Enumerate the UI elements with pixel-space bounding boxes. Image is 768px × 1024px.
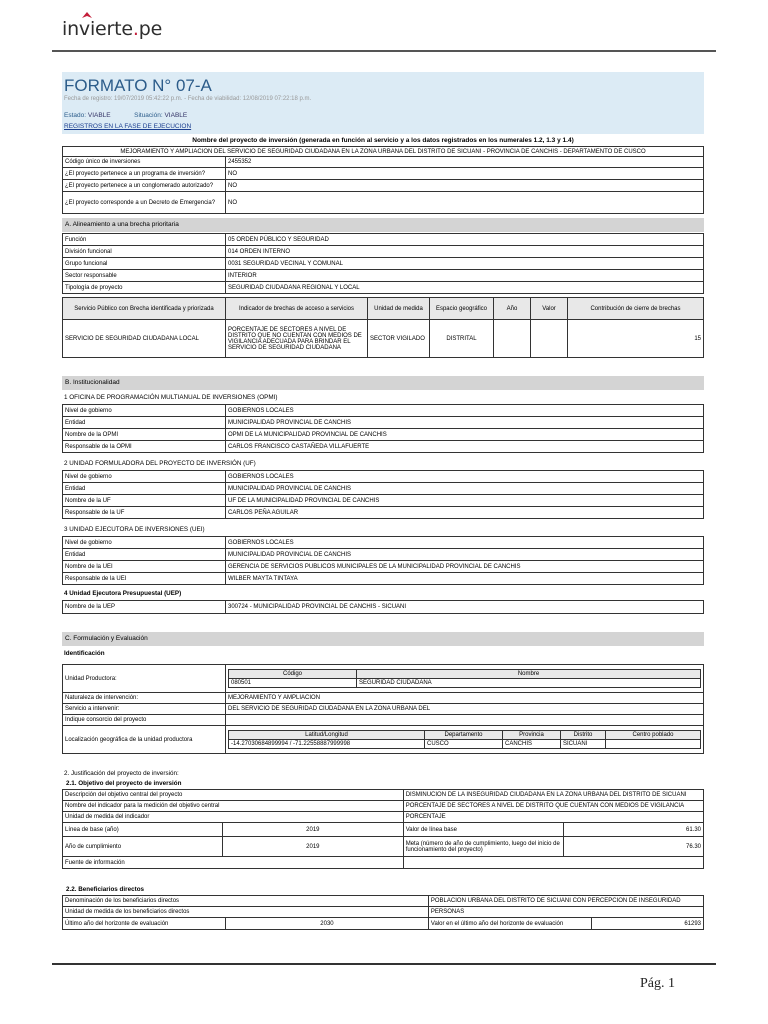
estado-label: Estado:	[64, 112, 87, 119]
goal-year: 2019	[223, 837, 404, 857]
loc-header-district: Distrito	[561, 731, 606, 740]
opmi-name-value: OPMI DE LA MUNICIPALIDAD PROVINCIAL DE CANCHIS	[226, 429, 704, 441]
beneficiary-unit-value: PERSONAS	[428, 907, 703, 918]
horizon-year: 2030	[226, 918, 429, 930]
uei-table	[62, 536, 704, 585]
up-code: 080501	[229, 679, 357, 688]
cui-label: Código único de inversiones	[63, 157, 226, 168]
location-cell	[226, 726, 704, 754]
loc-prov: CANCHIS	[503, 740, 561, 749]
justification-title: 2. Justificación del proyecto de inversión:	[64, 770, 179, 777]
service-value: DEL SERVICIO DE SEGURIDAD CIUDADANA EN LA ZONA URBANA DEL	[226, 704, 704, 715]
project-table	[62, 146, 704, 214]
gap-header-service: Servicio Público con Brecha identificada y priorizada	[63, 298, 226, 320]
gap-service: SERVICIO DE SEGURIDAD CIUDADANA LOCAL	[63, 320, 226, 358]
gap-table	[62, 297, 704, 358]
source-value	[403, 857, 703, 869]
tipologia-value: SEGURIDAD CIUDADANA REGIONAL Y LOCAL	[226, 282, 704, 294]
uei-title: 3 UNIDAD EJECUTORA DE INVERSIONES (UEI)	[64, 526, 205, 533]
beneficiary-unit-label: Unidad de medida de los beneficiarios directos	[63, 907, 429, 918]
cui-value: 2455352	[226, 157, 704, 168]
estado-value: VIABLE	[87, 112, 111, 119]
gap-space: DISTRITAL	[430, 320, 494, 358]
uei-name-value: GERENCIA DE SERVICIOS PUBLICOS MUNICIPALES DE LA MUNICIPALIDAD PROVINCIAL DE CANCHIS	[226, 561, 704, 573]
identification-title: Identificación	[64, 650, 105, 657]
conglomerate-label: ¿El proyecto pertenece a un conglomerado autorizado?	[63, 180, 226, 192]
conglomerate-value: NO	[226, 180, 704, 192]
gap-value	[531, 320, 568, 358]
goal-label: Año de cumplimiento	[63, 837, 223, 857]
grupo-label: Grupo funcional	[63, 258, 226, 270]
section-b-bar: B. Institucionalidad	[62, 376, 704, 390]
beneficiary-name-value: POBLACION URBANA DEL DISTRITO DE SICUANI CON PERCEPCION DE INSEGURIDAD	[428, 896, 703, 907]
division-label: División funcional	[63, 246, 226, 258]
uep-name-label: Nombre de la UEP	[63, 601, 226, 614]
up-header-code: Código	[229, 670, 357, 679]
uf-level-value: GOBIERNOS LOCALES	[226, 471, 704, 483]
beneficiary-name-label: Denominación de los beneficiarios directos	[63, 896, 429, 907]
up-name: SEGURIDAD CIUDADANA	[357, 679, 701, 688]
up-cell	[226, 665, 704, 693]
baseline-year: 2019	[223, 823, 404, 837]
situacion-value: VIABLE	[164, 112, 188, 119]
opmi-table	[62, 404, 704, 453]
logo-dot: .	[132, 18, 139, 40]
page-title: FORMATO N° 07-A	[64, 76, 212, 95]
loc-header-town: Centro poblado	[606, 731, 701, 740]
logo-tld: pe	[138, 18, 163, 40]
goal-value: 76.30	[563, 837, 703, 857]
indicator-unit-value: PORCENTAJE	[403, 812, 703, 823]
horizon-year-label: Último año del horizonte de evaluación	[63, 918, 226, 930]
loc-header-dept: Departamento	[425, 731, 503, 740]
loc-latlon: -14.27030684899994 / -71.22558887999998	[229, 740, 425, 749]
uei-level-label: Nivel de gobierno	[63, 537, 226, 549]
loc-town	[606, 740, 701, 749]
gap-header-space: Espacio geográfico	[430, 298, 494, 320]
indicator-name-value: PORCENTAJE DE SECTORES A NIVEL DE DISTRITO QUE CUENTAN CON MEDIOS DE VIGILANCIA	[403, 801, 703, 812]
bottom-divider	[52, 963, 716, 965]
loc-district: SICUANI	[561, 740, 606, 749]
section-a-bar: A. Alineamiento a una brecha prioritaria	[62, 218, 704, 232]
indicator-name-label: Nombre del indicador para la medición del objetivo central	[63, 801, 404, 812]
funcion-value: 05 ORDEN PÚBLICO Y SEGURIDAD	[226, 234, 704, 246]
goal-value-label: Meta (número de año de cumplimiento, luego del inicio de funcionamiento del proyecto)	[403, 837, 563, 857]
section-c-bar: C. Formulación y Evaluación	[62, 632, 704, 646]
uei-name-label: Nombre de la UEI	[63, 561, 226, 573]
gap-header-indicator: Indicador de brechas de acceso a servicios	[226, 298, 368, 320]
uf-name-label: Nombre de la UF	[63, 495, 226, 507]
gap-indicator: PORCENTAJE DE SECTORES A NIVEL DE DISTRITO QUE NO CUENTAN CON MEDIOS DE VIGILANCIA ADECUADA PARA BRINDAR EL SERVICIO DE SEGURIDAD CIUDADANA	[226, 320, 368, 358]
objective-title: 2.1. Objetivo del proyecto de inversión	[66, 780, 182, 787]
up-header-name: Nombre	[357, 670, 701, 679]
up-inner-table	[228, 669, 701, 688]
uf-resp-value: CARLOS PEÑA AGUILAR	[226, 507, 704, 519]
beneficiaries-title: 2.2. Beneficiarios directos	[66, 886, 145, 893]
opmi-entity-value: MUNICIPALIDAD PROVINCIAL DE CANCHIS	[226, 417, 704, 429]
logo-arrow-icon	[82, 12, 92, 18]
opmi-resp-label: Responsable de la OPMI	[63, 441, 226, 453]
gap-header-year: Año	[494, 298, 531, 320]
uep-title: 4 Unidad Ejecutora Presupuestal (UEP)	[64, 590, 182, 597]
uei-entity-label: Entidad	[63, 549, 226, 561]
tipologia-label: Tipología de proyecto	[63, 282, 226, 294]
uf-resp-label: Responsable de la UF	[63, 507, 226, 519]
location-label: Localización geográfica de la unidad productora	[63, 726, 226, 754]
opmi-title: 1 OFICINA DE PROGRAMACIÓN MULTIANUAL DE INVERSIONES (OPMI)	[64, 394, 278, 401]
program-label: ¿El proyecto pertenece a un programa de inversión?	[63, 168, 226, 180]
sector-value: INTERIOR	[226, 270, 704, 282]
uei-resp-label: Responsable de la UEI	[63, 573, 226, 585]
emergency-value: NO	[226, 192, 704, 214]
execution-phase-link[interactable]: REGISTROS EN LA FASE DE EJECUCION	[64, 123, 192, 130]
project-name: MEJORAMIENTO Y AMPLIACION DEL SERVICIO DE SEGURIDAD CIUDADANA EN LA ZONA URBANA DEL DISTRITO DE SICUANI - PROVINCIA DE CANCHIS - DEPARTAMENTO DE CUSCO	[63, 147, 704, 157]
opmi-level-value: GOBIERNOS LOCALES	[226, 405, 704, 417]
up-label: Unidad Productora:	[63, 665, 226, 693]
page-number: Pág. 1	[640, 976, 675, 991]
loc-dept: CUSCO	[425, 740, 503, 749]
funcion-label: Función	[63, 234, 226, 246]
objective-desc-value: DISMINUCION DE LA INSEGURIDAD CIUDADANA EN LA ZONA URBANA DEL DISTRITO DE SICUANI	[403, 790, 703, 801]
alignment-table	[62, 233, 704, 294]
uf-entity-label: Entidad	[63, 483, 226, 495]
emergency-label: ¿El proyecto corresponde a un Decreto de Emergencia?	[63, 192, 226, 214]
horizon-value-label: Valor en el último año del horizonte de evaluación	[428, 918, 591, 930]
loc-header-latlon: Latitud/Longitud	[229, 731, 425, 740]
invierte-logo	[62, 18, 162, 40]
gap-unit: SECTOR VIGILADO	[368, 320, 430, 358]
indicator-unit-label: Unidad de medida del indicador	[63, 812, 404, 823]
top-divider	[52, 50, 716, 52]
situacion-label: Situación:	[134, 112, 163, 119]
opmi-name-label: Nombre de la OPMI	[63, 429, 226, 441]
horizon-value: 61293	[591, 918, 703, 930]
opmi-level-label: Nivel de gobierno	[63, 405, 226, 417]
uep-table	[62, 600, 704, 614]
uf-level-label: Nivel de gobierno	[63, 471, 226, 483]
program-value: NO	[226, 168, 704, 180]
opmi-entity-label: Entidad	[63, 417, 226, 429]
form-header	[62, 72, 704, 134]
registration-dates: Fecha de registro: 19/07/2019 05:42:22 p.m. - Fecha de viabilidad: 12/08/2019 07:22:18 p.m.	[64, 96, 312, 102]
uei-resp-value: WILBER MAYTA TINTAYA	[226, 573, 704, 585]
gap-header-contribution: Contribución de cierre de brechas	[568, 298, 704, 320]
baseline-value-label: Valor de línea base	[403, 823, 563, 837]
service-label: Servicio a intervenir:	[63, 704, 226, 715]
identification-table	[62, 664, 704, 754]
nature-label: Naturaleza de intervención:	[63, 693, 226, 704]
logo-text: invierte	[62, 18, 133, 40]
consortium-label: Indique consorcio del proyecto	[63, 715, 226, 726]
uep-name-value: 300724 - MUNICIPALIDAD PROVINCIAL DE CANCHIS - SICUANI	[226, 601, 704, 614]
gap-header-value: Valor	[531, 298, 568, 320]
beneficiaries-table	[62, 895, 704, 930]
sector-label: Sector responsable	[63, 270, 226, 282]
division-value: 014 ORDEN INTERNO	[226, 246, 704, 258]
uei-level-value: GOBIERNOS LOCALES	[226, 537, 704, 549]
gap-year	[494, 320, 531, 358]
uf-entity-value: MUNICIPALIDAD PROVINCIAL DE CANCHIS	[226, 483, 704, 495]
baseline-label: Línea de base (año)	[63, 823, 223, 837]
uei-entity-value: MUNICIPALIDAD PROVINCIAL DE CANCHIS	[226, 549, 704, 561]
uf-name-value: UF DE LA MUNICIPALIDAD PROVINCIAL DE CANCHIS	[226, 495, 704, 507]
uf-table	[62, 470, 704, 519]
grupo-value: 0031 SEGURIDAD VECINAL Y COMUNAL	[226, 258, 704, 270]
opmi-resp-value: CARLOS FRANCISCO CASTAÑEDA VILLAFUERTE	[226, 441, 704, 453]
status-line	[64, 112, 187, 119]
baseline-value: 61.30	[563, 823, 703, 837]
consortium-value	[226, 715, 704, 726]
source-label: Fuente de información	[63, 857, 404, 869]
objective-table	[62, 789, 704, 869]
objective-desc-label: Descripción del objetivo central del proyecto	[63, 790, 404, 801]
project-name-heading: Nombre del proyecto de inversión (generada en función al servicio y a los datos registrados en los numerales 1.2, 1.3 y 1.4)	[192, 137, 574, 144]
location-inner-table	[228, 730, 701, 749]
gap-header-unit: Unidad de medida	[368, 298, 430, 320]
loc-header-prov: Provincia	[503, 731, 561, 740]
gap-contribution: 15	[568, 320, 704, 358]
uf-title: 2 UNIDAD FORMULADORA DEL PROYECTO DE INVERSIÓN (UF)	[64, 460, 256, 467]
nature-value: MEJORAMIENTO Y AMPLIACION	[226, 693, 704, 704]
